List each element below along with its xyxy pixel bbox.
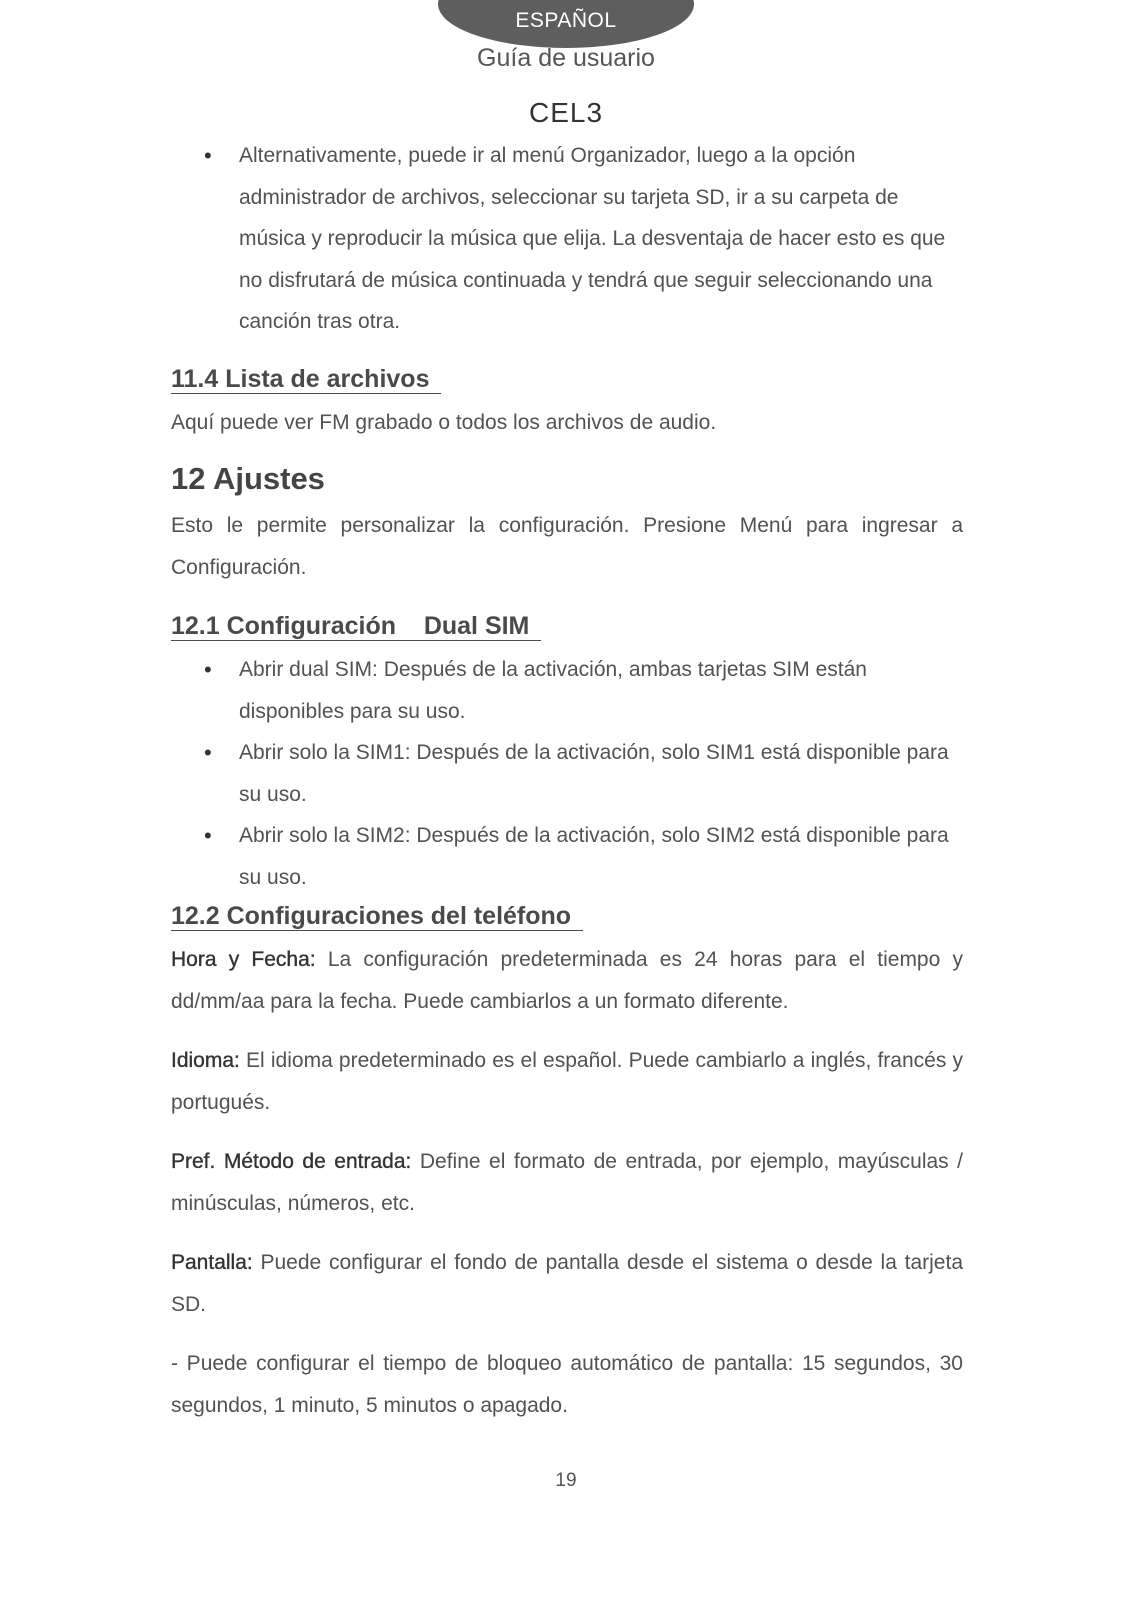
section-heading-12: 12 Ajustes	[171, 461, 325, 496]
section-heading-12-2: 12.2 Configuraciones del teléfono	[171, 898, 963, 934]
guide-title: Guía de usuario	[477, 44, 655, 72]
setting-label: Pantalla:	[171, 1251, 253, 1274]
section-12-text: Esto le permite personalizar la configuración. Presione Menú para ingresar a Configuración.	[171, 514, 963, 579]
setting-label: Pref. Método de entrada:	[171, 1150, 412, 1173]
section-heading-12-1: 12.1 Configuración Dual SIM	[171, 608, 963, 644]
list-item: • Abrir solo la SIM1: Después de la activación, solo SIM1 está disponible para su uso.	[171, 732, 963, 815]
setting-text: La configuración predeterminada es 24 horas para el tiempo y dd/mm/aa para la fecha. Puede cambiarlos a un formato diferente.	[171, 948, 963, 1013]
setting-text: Define el formato de entrada, por ejemplo, mayúsculas / minúsculas, números, etc.	[171, 1150, 964, 1215]
setting-pantalla	[171, 1242, 963, 1325]
language-tab-label: ESPAÑOL	[515, 9, 617, 32]
setting-text: Puede configurar el fondo de pantalla desde el sistema o desde la tarjeta SD.	[171, 1251, 963, 1316]
page-content	[171, 135, 963, 1426]
lock-note: - Puede configurar el tiempo de bloqueo automático de pantalla: 15 segundos, 30 segundos, 1 minuto, 5 minutos o apagado.	[171, 1352, 963, 1417]
list-item: • Alternativamente, puede ir al menú Organizador, luego a la opción administrador de archivos, seleccionar su tarjeta SD, ir a su carpeta de música y reproducir la música que elija. La desventaja de hacer esto es que no disfrutará de música continuada y tendrá que seguir seleccionando una canción tras otra.	[171, 135, 963, 343]
dual-sim-bullet-list	[171, 649, 963, 898]
setting-hora-fecha	[171, 939, 963, 1022]
page-number: 19	[555, 1470, 577, 1491]
model-title: CEL3	[528, 97, 604, 128]
section-11-4-text: Aquí puede ver FM grabado o todos los archivos de audio.	[171, 410, 717, 434]
setting-metodo-entrada	[171, 1141, 963, 1224]
list-item: • Abrir dual SIM: Después de la activación, ambas tarjetas SIM están disponibles para su uso.	[171, 649, 963, 732]
setting-text: El idioma predeterminado es el español. Puede cambiarlo a inglés, francés y portugués.	[171, 1049, 963, 1114]
list-item: • Abrir solo la SIM2: Después de la activación, solo SIM2 está disponible para su uso.	[171, 815, 963, 898]
setting-label: Idioma:	[171, 1049, 240, 1072]
intro-bullet-list	[171, 135, 963, 343]
setting-label: Hora y Fecha:	[171, 948, 316, 971]
section-heading-11-4: 11.4 Lista de archivos	[171, 361, 963, 397]
setting-idioma	[171, 1040, 963, 1123]
